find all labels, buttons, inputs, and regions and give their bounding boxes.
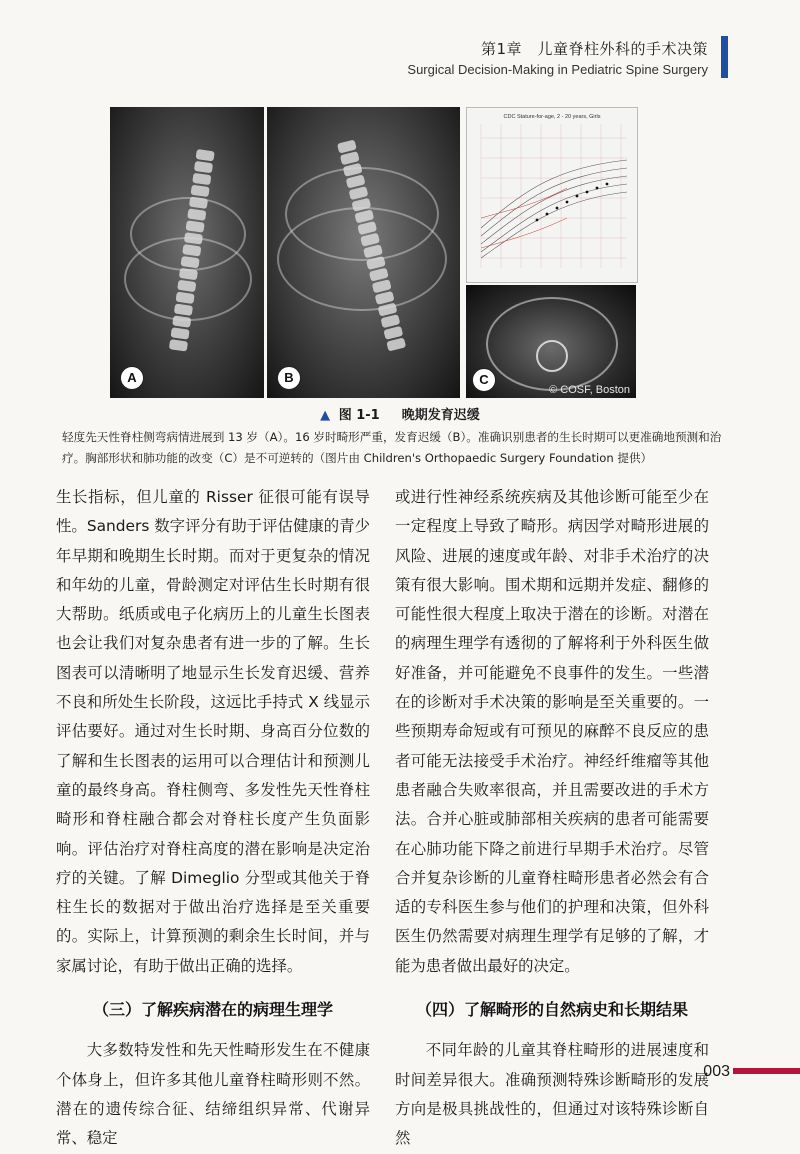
patient-point <box>596 187 599 190</box>
figure-caption-title <box>0 404 800 423</box>
patient-point <box>606 183 609 186</box>
section-heading-4: （四）了解畸形的自然病史和长期结果 <box>415 1000 688 1020</box>
patient-point <box>536 219 539 222</box>
patient-point <box>576 195 579 198</box>
growth-chart <box>467 108 637 282</box>
footer-accent-bar <box>733 1068 800 1074</box>
patient-point <box>556 207 559 210</box>
right-column <box>395 483 709 1154</box>
growth-chart-bg <box>467 108 637 282</box>
xray-panel-b <box>267 107 460 398</box>
panel-label-c: C <box>472 368 496 392</box>
xray-panel-a <box>110 107 264 398</box>
caption-number: 图 1-1 <box>338 408 380 423</box>
page-number: 003 <box>703 1063 730 1080</box>
caption-title-text: 晚期发育迟缓 <box>401 408 480 423</box>
chapter-title-cn: 第1章 儿童脊柱外科的手术决策 <box>480 40 708 58</box>
body-paragraph: 或进行性神经系统疾病及其他诊断可能至少在一定程度上导致了畸形。病因学对畸形进展的风险、进展的速度或年龄、对非手术治疗的决策有很大影响。围术期和远期并发症、翻修的可能性很大程度上取决于潜在的诊断。对潜在的病理生理学有透彻的了解将利于外科医生做好准备，并可能避免不良事件的发生。一些潜在的诊断对手术决策的影响是至关重要的。一些预期寿命短或有可预见的麻醉不良反应的患者可能无法接受手术治疗。神经纤维瘤等其他患者融合失败率很高，并且需要改进的手术方法。合并心脏或肺部相关疾病的患者可能需要在心肺功能下降之前进行早期手术治疗。尽管合并复杂诊断的儿童脊柱畸形患者必然会有合适的专科医生参与他们的护理和决策，但外科医生仍然需要对病理生理学有足够的了解，才能为患者做出最好的决定。 <box>395 488 709 975</box>
triangle-icon: ▲ <box>320 408 331 423</box>
body-paragraph: 大多数特发性和先天性畸形发生在不健康个体身上，但许多其他儿童脊柱畸形则不然。潜在的遗传综合征、结缔组织异常、代谢异常、稳定 <box>56 1041 370 1148</box>
left-column <box>56 483 370 1154</box>
copyright-watermark: © COSF, Boston <box>549 384 630 396</box>
growth-chart-panel <box>466 107 638 283</box>
panel-label-b: B <box>277 366 301 390</box>
section-heading-3: （三）了解疾病潜在的病理生理学 <box>92 1000 333 1020</box>
patient-point <box>586 191 589 194</box>
growth-chart-title: CDC Stature-for-age, 2 - 20 years, Girls <box>503 114 601 120</box>
chapter-title-en: Surgical Decision-Making in Pediatric Spine Surgery <box>407 62 708 77</box>
patient-point <box>546 213 549 216</box>
panel-label-a: A <box>120 366 144 390</box>
ct-scan-panel-c <box>466 285 636 398</box>
figure-caption-body: 轻度先天性脊柱侧弯病情进展到 13 岁（A）。16 岁时畸形严重，发育迟缓（B）。准确识别患者的生长时期可以更准确地预测和治疗。胸部形状和肺功能的改变（C）是不可逆转的（图片由 Children's Orthopaedic Surgery Foundation 提供） <box>62 430 722 465</box>
figure-1-1 <box>0 107 800 399</box>
body-paragraph: 生长指标，但儿童的 Risser 征很可能有误导性。Sanders 数字评分有助于评估健康的青少年早期和晚期生长时期。而对于更复杂的情况和年幼的儿童，骨龄测定对评估生长时期有很大帮助。纸质或电子化病历上的儿童生长图表也会让我们对复杂患者有进一步的了解。生长图表可以清晰明了地显示生长发育迟缓、营养不良和所处生长阶段，这远比手持式 X 线显示评估要好。通过对生长时期、身高百分位数的了解和生长图表的运用可以合理估计和预测儿童的最终身高。脊柱侧弯、多发性先天性脊柱畸形和脊柱融合都会对脊柱长度产生负面影响。评估治疗对脊柱高度的潜在影响是决定治疗的关键。了解 Dimeglio 分型或其他关于脊柱生长的数据对于做出治疗选择是至关重要的。实际上，计算预测的剩余生长时间，并与家属讨论，有助于做出正确的选择。 <box>56 488 370 975</box>
body-paragraph: 不同年龄的儿童其脊柱畸形的进展速度和时间差异很大。准确预测特殊诊断畸形的发展方向是极具挑战性的，但通过对该特殊诊断自然 <box>395 1041 709 1148</box>
vertebra-outline <box>536 340 568 372</box>
patient-point <box>566 201 569 204</box>
header-accent-bar <box>721 36 728 78</box>
